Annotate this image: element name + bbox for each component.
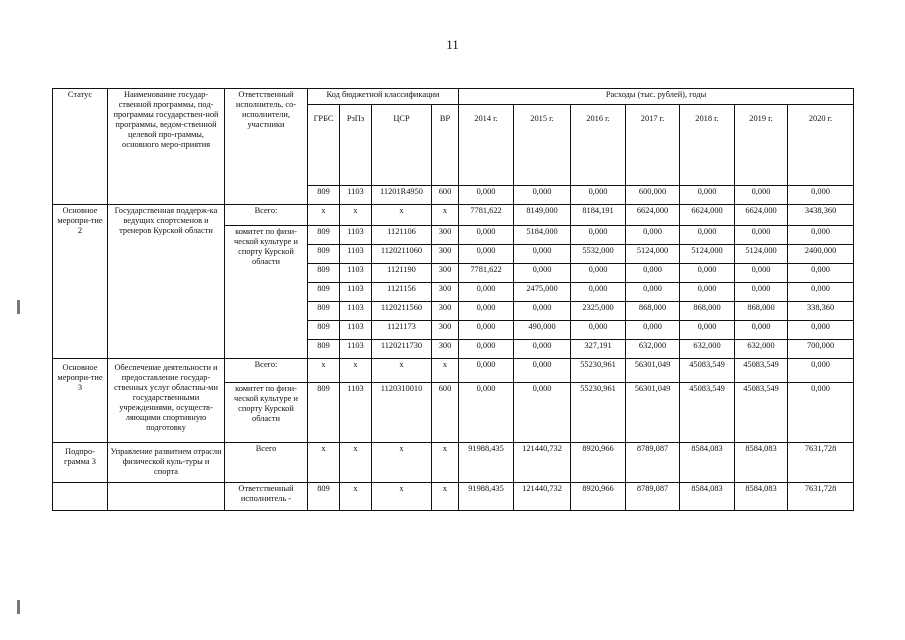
cell-value: 0,000 <box>459 340 514 359</box>
cell-vr: 300 <box>432 321 459 340</box>
cell-value: 8584,083 <box>735 443 788 483</box>
cell-value: 700,000 <box>788 340 854 359</box>
cell-value: 0,000 <box>459 245 514 264</box>
cell-value: 0,000 <box>680 321 735 340</box>
cell-value: 0,000 <box>680 226 735 245</box>
cell-value: 45083,549 <box>735 359 788 383</box>
cell-csr: х <box>372 483 432 511</box>
cell-value: 0,000 <box>571 283 626 302</box>
cell-csr: 1121173 <box>372 321 432 340</box>
cell-grbs: 809 <box>308 226 340 245</box>
cell-rzpz: 1103 <box>340 340 372 359</box>
cell-vr: х <box>432 443 459 483</box>
cell-value: 0,000 <box>514 359 571 383</box>
cell-value: 0,000 <box>514 264 571 283</box>
cell-value: 5124,000 <box>680 245 735 264</box>
cell-grbs: 809 <box>308 383 340 443</box>
cell-value: 7781,622 <box>459 264 514 283</box>
cell-rzpz: х <box>340 443 372 483</box>
pp3-total-label: Всего <box>225 443 308 483</box>
cell-rzpz: 1103 <box>340 186 372 205</box>
cell-value: 5124,000 <box>735 245 788 264</box>
cell-value: 0,000 <box>788 186 854 205</box>
pp3-status: Подпро-грамма 3 <box>53 443 108 483</box>
cell-value: 6624,000 <box>680 205 735 226</box>
cell-grbs: 809 <box>308 321 340 340</box>
cell-value: 56301,049 <box>626 383 680 443</box>
table-row <box>53 359 854 383</box>
cell-vr: х <box>432 483 459 511</box>
header-year: 2018 г. <box>680 105 735 186</box>
cell-value: 868,000 <box>626 302 680 321</box>
cell-csr: 1120211730 <box>372 340 432 359</box>
scan-edge-mark <box>17 300 20 314</box>
cell-value: 0,000 <box>514 245 571 264</box>
cell-value: 0,000 <box>788 321 854 340</box>
header-vr: ВР <box>432 105 459 186</box>
scan-edge-mark <box>17 600 20 614</box>
cell-grbs: 809 <box>308 302 340 321</box>
cell-value: 490,000 <box>514 321 571 340</box>
table-row <box>53 483 854 511</box>
cell-value: 45083,549 <box>680 383 735 443</box>
cell-value: 55230,961 <box>571 359 626 383</box>
cell-value: 632,000 <box>735 340 788 359</box>
cell-value: 2325,000 <box>571 302 626 321</box>
cell-rzpz: 1103 <box>340 245 372 264</box>
cell-value: 0,000 <box>514 383 571 443</box>
cell-grbs: х <box>308 359 340 383</box>
cell-value: 91988,435 <box>459 443 514 483</box>
cell-csr: 1120310010 <box>372 383 432 443</box>
cell-csr: 11201R4950 <box>372 186 432 205</box>
cell-value: 7631,728 <box>788 483 854 511</box>
cell-value: 3438,360 <box>788 205 854 226</box>
cell-csr: х <box>372 359 432 383</box>
cell-value: 5532,000 <box>571 245 626 264</box>
cell-value: 632,000 <box>680 340 735 359</box>
cell-vr: 300 <box>432 302 459 321</box>
om2-total-label: Всего: <box>225 205 308 226</box>
cell-value: 6624,000 <box>626 205 680 226</box>
cell-value: 0,000 <box>571 321 626 340</box>
cell-value: 7631,728 <box>788 443 854 483</box>
cell-rzpz: 1103 <box>340 264 372 283</box>
cell-value: 0,000 <box>514 302 571 321</box>
cell-value: 0,000 <box>680 264 735 283</box>
cell-value: 0,000 <box>735 321 788 340</box>
cell-grbs: х <box>308 205 340 226</box>
cell-value: 327,191 <box>571 340 626 359</box>
header-grbs: ГРБС <box>308 105 340 186</box>
om2-status: Основное меропри-тие 2 <box>53 205 108 359</box>
empty-cell <box>53 483 108 511</box>
cell-value: 91988,435 <box>459 483 514 511</box>
cell-value: 55230,961 <box>571 383 626 443</box>
cell-rzpz: 1103 <box>340 283 372 302</box>
header-responsible: Ответственный исполнитель, со-исполнители, участники <box>225 89 308 205</box>
cell-value: 0,000 <box>514 186 571 205</box>
cell-value: 600,000 <box>626 186 680 205</box>
cell-value: 338,360 <box>788 302 854 321</box>
cell-value: 0,000 <box>735 186 788 205</box>
cell-csr: х <box>372 443 432 483</box>
header-year: 2016 г. <box>571 105 626 186</box>
cell-value: 0,000 <box>680 283 735 302</box>
cell-value: 0,000 <box>571 264 626 283</box>
cell-value: 0,000 <box>788 226 854 245</box>
cell-vr: 300 <box>432 226 459 245</box>
header-csr: ЦСР <box>372 105 432 186</box>
cell-grbs: 809 <box>308 264 340 283</box>
cell-vr: 300 <box>432 245 459 264</box>
cell-value: 0,000 <box>735 264 788 283</box>
table-row <box>53 205 854 226</box>
cell-grbs: 809 <box>308 245 340 264</box>
cell-vr: 300 <box>432 283 459 302</box>
cell-value: 8789,087 <box>626 443 680 483</box>
cell-value: 0,000 <box>459 302 514 321</box>
cell-value: 0,000 <box>788 383 854 443</box>
cell-value: 0,000 <box>459 383 514 443</box>
cell-csr: 1121190 <box>372 264 432 283</box>
cell-value: 0,000 <box>514 340 571 359</box>
cell-value: 8584,083 <box>680 483 735 511</box>
empty-cell <box>108 483 225 511</box>
table-header-row <box>53 89 854 105</box>
cell-rzpz: 1103 <box>340 321 372 340</box>
cell-value: 0,000 <box>459 226 514 245</box>
cell-value: 5184,000 <box>514 226 571 245</box>
table-row <box>53 443 854 483</box>
cell-csr: 1120211060 <box>372 245 432 264</box>
cell-value: 5124,000 <box>626 245 680 264</box>
cell-value: 121440,732 <box>514 443 571 483</box>
header-year: 2020 г. <box>788 105 854 186</box>
cell-rzpz: 1103 <box>340 302 372 321</box>
cell-value: 0,000 <box>571 186 626 205</box>
cell-value: 0,000 <box>788 283 854 302</box>
cell-value: 45083,549 <box>735 383 788 443</box>
cell-value: 0,000 <box>680 186 735 205</box>
cell-vr: х <box>432 359 459 383</box>
cell-value: 8584,083 <box>680 443 735 483</box>
cell-grbs: 809 <box>308 283 340 302</box>
header-year: 2015 г. <box>514 105 571 186</box>
cell-value: 0,000 <box>459 186 514 205</box>
cell-value: 868,000 <box>680 302 735 321</box>
pp3-executor-label: Ответственный исполнитель - <box>225 483 308 511</box>
cell-value: 0,000 <box>626 321 680 340</box>
cell-value: 56301,049 <box>626 359 680 383</box>
cell-value: 2475,000 <box>514 283 571 302</box>
cell-rzpz: 1103 <box>340 226 372 245</box>
cell-vr: 300 <box>432 264 459 283</box>
pp3-name: Управление развитием отрасли физической куль-туры и спорта <box>108 443 225 483</box>
cell-value: 0,000 <box>626 264 680 283</box>
cell-value: 0,000 <box>626 283 680 302</box>
cell-value: 8920,966 <box>571 443 626 483</box>
cell-rzpz: 1103 <box>340 383 372 443</box>
cell-value: 0,000 <box>788 359 854 383</box>
om3-status: Основное меропри-тие 3 <box>53 359 108 443</box>
cell-rzpz: х <box>340 359 372 383</box>
page-number: 11 <box>446 37 459 52</box>
cell-value: 2400,000 <box>788 245 854 264</box>
om3-name: Обеспечение деятельности и предоставление государ-ственных услуг областны-ми государственными учреждениями, осуществ-ляющими спортивную подготовку <box>108 359 225 443</box>
cell-value: 0,000 <box>571 226 626 245</box>
cell-csr: х <box>372 205 432 226</box>
cell-value: 0,000 <box>735 226 788 245</box>
cell-grbs: х <box>308 443 340 483</box>
cell-grbs: 809 <box>308 340 340 359</box>
cell-vr: х <box>432 205 459 226</box>
header-year: 2017 г. <box>626 105 680 186</box>
cell-value: 8149,000 <box>514 205 571 226</box>
header-name: Наименование государ-ственной программы, под-программы государствен-ной программы, ведом-ственной целевой про-граммы, основного меро-приятия <box>108 89 225 205</box>
budget-table <box>52 88 854 511</box>
cell-value: 868,000 <box>735 302 788 321</box>
header-year: 2019 г. <box>735 105 788 186</box>
cell-vr: 600 <box>432 383 459 443</box>
om2-executor: комитет по физи-ческой культуре и спорту Курской области <box>225 226 308 359</box>
cell-grbs: 809 <box>308 483 340 511</box>
cell-value: 0,000 <box>735 283 788 302</box>
cell-value: 121440,732 <box>514 483 571 511</box>
cell-value: 7781,622 <box>459 205 514 226</box>
cell-value: 8184,191 <box>571 205 626 226</box>
cell-value: 0,000 <box>788 264 854 283</box>
cell-value: 6624,000 <box>735 205 788 226</box>
cell-value: 8584,083 <box>735 483 788 511</box>
cell-value: 0,000 <box>459 283 514 302</box>
cell-value: 0,000 <box>459 359 514 383</box>
cell-value: 8789,087 <box>626 483 680 511</box>
om2-name: Государственная поддерж-ка ведущих спортсменов и тренеров Курской области <box>108 205 225 359</box>
header-year: 2014 г. <box>459 105 514 186</box>
cell-vr: 300 <box>432 340 459 359</box>
header-rzpz: РзПз <box>340 105 372 186</box>
header-expenses: Расходы (тыс. рублей), годы <box>459 89 854 105</box>
cell-value: 632,000 <box>626 340 680 359</box>
cell-csr: 1121106 <box>372 226 432 245</box>
cell-rzpz: х <box>340 205 372 226</box>
header-status: Статус <box>53 89 108 205</box>
cell-grbs: 809 <box>308 186 340 205</box>
cell-rzpz: х <box>340 483 372 511</box>
om3-total-label: Всего: <box>225 359 308 383</box>
cell-vr: 600 <box>432 186 459 205</box>
cell-value: 45083,549 <box>680 359 735 383</box>
cell-value: 0,000 <box>626 226 680 245</box>
cell-value: 0,000 <box>459 321 514 340</box>
header-budget-code: Код бюджетной классификации <box>308 89 459 105</box>
cell-csr: 1120211560 <box>372 302 432 321</box>
cell-value: 8920,966 <box>571 483 626 511</box>
cell-csr: 1121156 <box>372 283 432 302</box>
om3-executor: комитет по физи-ческой культуре и спорту Курской области <box>225 383 308 443</box>
